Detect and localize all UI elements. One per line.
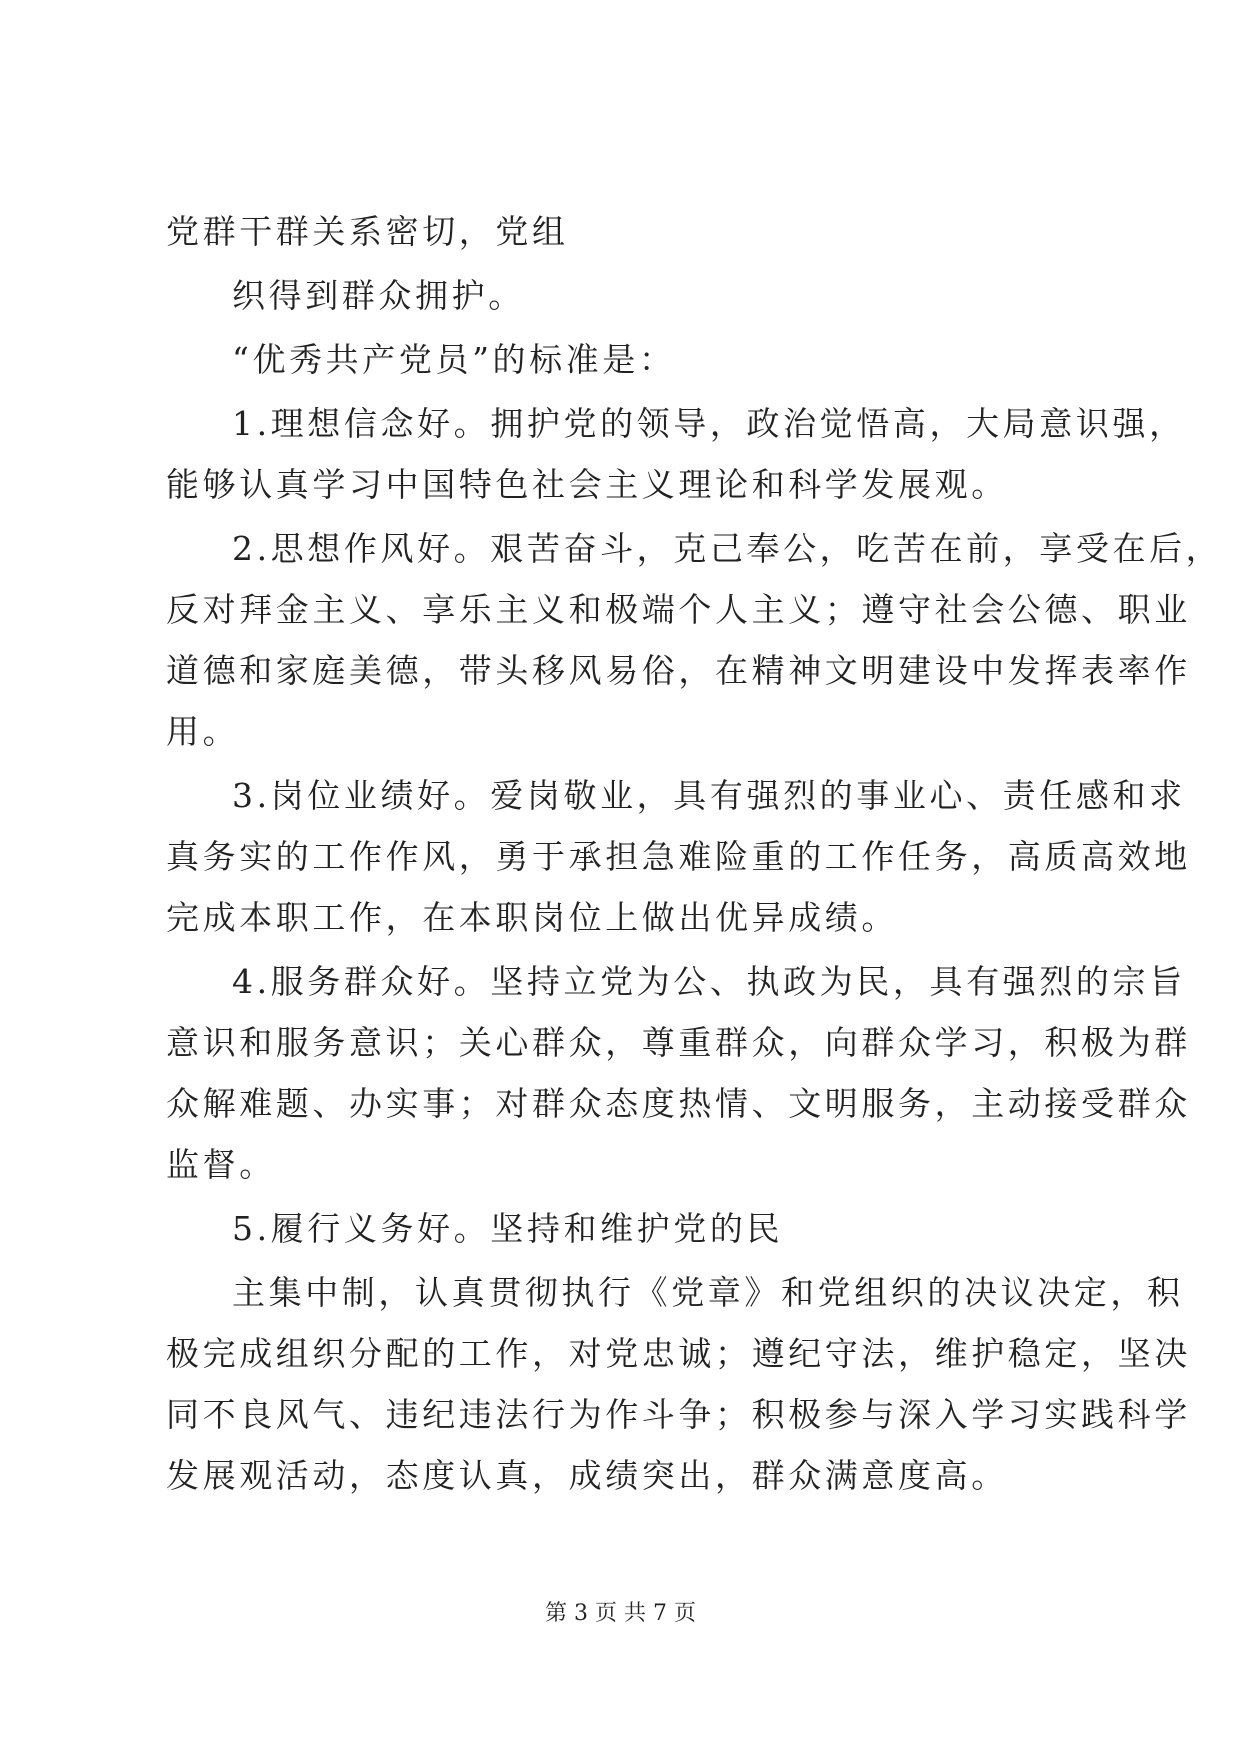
criterion-3-line-1: 3.岗位业绩好。爱岗敬业，具有强烈的事业心、责任感和求 [232,776,1186,815]
criterion-5-line-5: 发展观活动，态度认真，成绩突出，群众满意度高。 [166,1456,1008,1495]
criterion-5-line-1: 5.履行义务好。坚持和维护党的民 [232,1209,784,1248]
criterion-2-line-3: 道德和家庭美德，带头移风易俗，在精神文明建设中发挥表率作 [166,651,1191,690]
criterion-3-line-3: 完成本职工作，在本职岗位上做出优异成绩。 [166,898,898,937]
section-heading: “优秀共产党员”的标准是： [232,340,676,379]
criterion-4-line-2: 意识和服务意识；关心群众，尊重群众，向群众学习，积极为群 [166,1023,1191,1062]
criterion-5-line-3: 极完成组织分配的工作，对党忠诚；遵纪守法，维护稳定，坚决 [166,1334,1191,1373]
text-line-1: 党群干群关系密切，党组 [166,212,569,251]
criterion-5-line-2: 主集中制，认真贯彻执行《党章》和党组织的决议决定，积 [232,1273,1184,1312]
page-number-footer: 第 3 页 共 7 页 [545,1601,696,1626]
criterion-4-line-4: 监督。 [166,1145,276,1184]
criterion-1-line-2: 能够认真学习中国特色社会主义理论和科学发展观。 [166,465,1008,504]
criterion-2-line-1: 2.思想作风好。艰苦奋斗，克己奉公，吃苦在前，享受在后， [232,529,1223,568]
criterion-4-line-1: 4.服务群众好。坚持立党为公、执政为民，具有强烈的宗旨 [232,962,1186,1001]
criterion-2-line-2: 反对拜金主义、享乐主义和极端个人主义；遵守社会公德、职业 [166,590,1191,629]
criterion-4-line-3: 众解难题、办实事；对群众态度热情、文明服务，主动接受群众 [166,1084,1191,1123]
criterion-1-line-1: 1.理想信念好。拥护党的领导，政治觉悟高，大局意识强， [232,404,1186,443]
text-line-2: 织得到群众拥护。 [232,276,525,315]
criterion-5-line-4: 同不良风气、违纪违法行为作斗争；积极参与深入学习实践科学 [166,1395,1191,1434]
criterion-3-line-2: 真务实的工作作风，勇于承担急难险重的工作任务，高质高效地 [166,837,1191,876]
criterion-2-line-4: 用。 [166,712,240,751]
